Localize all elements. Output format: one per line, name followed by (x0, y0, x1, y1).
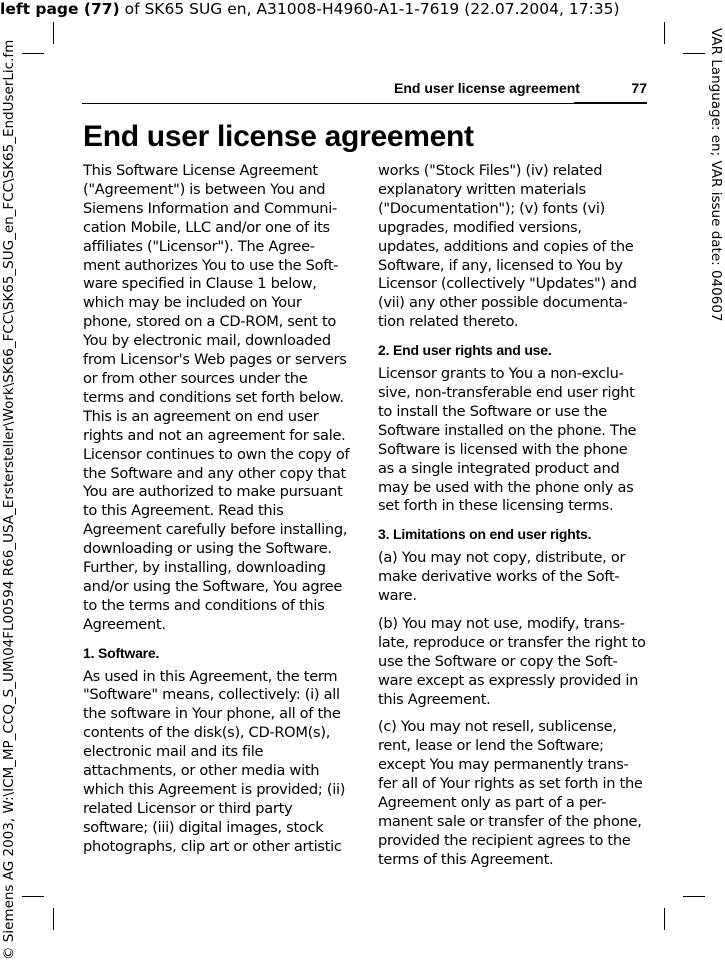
crop-mark (53, 22, 54, 44)
crop-mark (683, 53, 705, 54)
limitation-b: (b) You may not use, modify, trans-late, reproduce or transfer the right to use the Software or copy the Soft-ware except as expressly provided in this Agreement. (378, 614, 646, 708)
file-path-margin-text: © Siemens AG 2003, W:\ICM_MP_CCQ_S_UM\04FL00594 R66_USA_Erstersteller\Work\SK66_FCC\SK65_SUG_en_FCC\SK65_EndUserLic.fm (1, 39, 17, 960)
running-header-title: End user license agreement (394, 80, 580, 96)
crop-mark (53, 908, 54, 930)
print-slug-page: left page (77) (0, 0, 120, 18)
print-slug (0, 0, 725, 20)
limitation-c: (c) You may not resell, sublicense, rent, lease or lend the Software; except You may permanently trans-fer all of Your rights as set forth in the Agreement only as part of a per-manent sale or transfer of the phone, provided the recipient agrees to the terms of this Agreement. (378, 718, 643, 868)
header-rule (82, 103, 574, 104)
section-paragraph: As used in this Agreement, the term "Software" means, collectively: (i) all the software in Your phone, all of the contents of the disk(s), CD-ROM(s), electronic mail and its file attachments, or other media with which this Agreement is provided; (ii) related Licensor or third party software; (iii) digital images, stock photographs, clip art or other artistic (83, 667, 346, 855)
section-heading: 1. Software. (83, 644, 160, 661)
page-number: 77 (631, 80, 647, 96)
right-column (378, 162, 646, 870)
crop-mark (22, 896, 44, 897)
header-rule-accent (574, 102, 647, 104)
section-paragraph: Licensor grants to You a non-exclu-sive, non-transferable end user right to install the Software or use the Software installed on the phone. The Software is licensed with the phone as a single integrated product and may be used with the phone only as set forth in these licensing terms. (378, 365, 637, 515)
crop-mark (664, 22, 665, 44)
print-slug-details: of SK65 SUG en, A31008-H4960-A1-1-7619 (22.07.2004, 17:35) (119, 0, 620, 18)
section-heading: 3. Limitations on end user rights. (378, 526, 592, 543)
page-title: End user license agreement (83, 120, 474, 153)
section-heading: 2. End user rights and use. (378, 342, 552, 359)
var-language-margin-text: VAR Language: en; VAR issue date: 040607 (708, 28, 724, 322)
continuation-paragraph: works ("Stock Files") (iv) related explanatory written materials ("Documentation"); (v) fonts (vi) upgrades, modified versions, updates, additions and copies of the Software, if any, licensed to You by Licensor (collectively "Updates") and (vii) any other possible documenta-tion related thereto. (378, 162, 637, 331)
crop-mark (664, 908, 665, 930)
left-column (83, 162, 351, 857)
intro-paragraph: This Software License Agreement ("Agreement") is between You and Siemens Information and Communi-cation Mobile, LLC and/or one of its affiliates ("Licensor"). The Agree-ment authorizes You to use the Soft-ware specified in Clause 1 below, which may be included on Your phone, stored on a CD-ROM, sent to You by electronic mail, downloaded from Licensor's Web pages or servers or from other sources under the terms and conditions set forth below. This is an agreement on end user rights and not an agreement for sale. Licensor continues to own the copy of the Software and any other copy that You are authorized to make pursuant to this Agreement. Read this Agreement carefully before installing, downloading or using the Software. Further, by installing, downloading and/or using the Software, You agree to the terms and conditions of this Agreement. (83, 162, 350, 633)
limitation-a: (a) You may not copy, distribute, or make derivative works of the Soft-ware. (378, 549, 626, 605)
running-header (394, 80, 647, 96)
crop-mark (683, 896, 705, 897)
crop-mark (22, 53, 44, 54)
